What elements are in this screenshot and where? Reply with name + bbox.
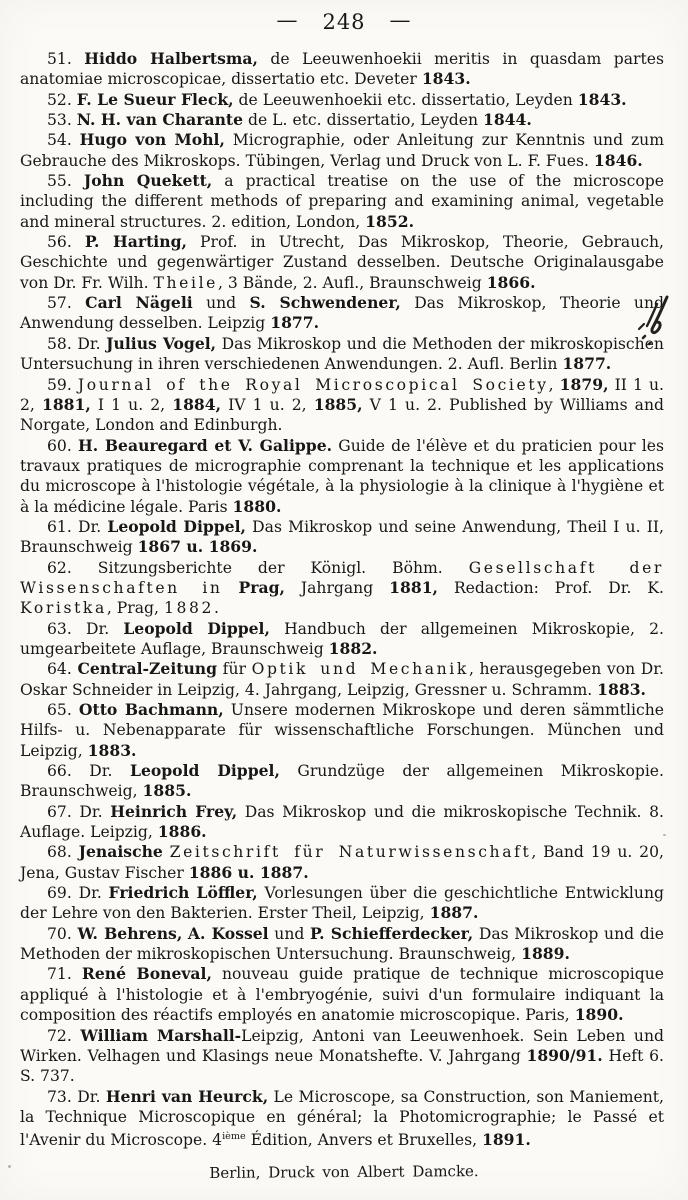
entry-text-segment: 1880.: [232, 496, 282, 516]
entry-text-segment: Zeitschrift für Naturwissenschaft: [169, 843, 532, 862]
entry-text-segment: Theile: [153, 273, 218, 292]
entry-text-segment: 66. Dr.: [47, 762, 130, 781]
entry-text-segment: 71.: [47, 965, 82, 984]
entry-text-segment: Julius Vogel,: [106, 333, 217, 353]
entry-text-segment: 1886.: [157, 822, 207, 842]
entry-text-segment: und: [268, 924, 311, 943]
entry-text-segment: 1885,: [313, 394, 363, 414]
bibliography-entry: [20, 619, 664, 660]
entry-text-segment: de Leeuwenhoekii etc. dissertatio, Leyden: [233, 90, 578, 109]
entry-text-segment: , Prag,: [106, 599, 164, 618]
entry-text-segment: 56.: [47, 233, 85, 252]
entry-text-segment: 1890.: [574, 1005, 624, 1025]
entry-text-segment: Prag,: [238, 577, 285, 597]
entry-text-segment: V 1 u. 2. Published by Williams and Norgate, London and Edinburgh.: [20, 395, 664, 435]
bibliography-entry: [20, 49, 664, 90]
entry-text-segment: , herausgegeben von Dr. Oskar Schneider in Leipzig, 4. Jahrgang, Leipzig, Gressner u. Schramm.: [20, 660, 664, 699]
entry-text-segment: Otto Bachmann,: [78, 700, 224, 719]
bibliography-entry: [20, 700, 664, 761]
entry-text-segment: Jenaische: [78, 842, 163, 862]
entry-text-segment: Das Mikroskop und die mikroskopische Technik. 8. Auflage. Leipzig,: [20, 802, 664, 842]
bibliography-entry: [20, 171, 664, 232]
entry-text-segment: 59.: [47, 375, 78, 394]
entry-text-segment: 1866.: [486, 272, 536, 292]
entry-text-segment: Leopold Dippel,: [123, 618, 270, 638]
entry-text-segment: 63. Dr.: [47, 619, 124, 638]
bibliography-entry: [20, 293, 664, 334]
entry-text-segment: 51.: [47, 50, 85, 68]
entry-text-segment: und: [192, 294, 250, 313]
entry-text-segment: Handbuch der allgemeinen Mikroskopie, 2. umgearbeitete Auflage, Braunschweig: [20, 619, 664, 658]
entry-text-segment: Leopold Dippel,: [107, 516, 246, 536]
entry-text-segment: ième: [222, 1131, 246, 1143]
entry-text-segment: 1889.: [521, 944, 570, 964]
entry-text-segment: Das Mikroskop und die Methoden der mikroskopischen Untersuchung. Braunschweig,: [20, 924, 664, 964]
entry-text-segment: 1882.: [328, 638, 378, 658]
entry-text-segment: 1877.: [562, 354, 612, 374]
entry-text-segment: a practical treatise on the use of the microscope including the different methods of preparing and examining animal, vegetable and mineral structures. 2. edition, London,: [20, 172, 664, 231]
entry-text-segment: 73. Dr.: [47, 1087, 106, 1106]
entry-text-segment: [223, 579, 239, 597]
entry-text-segment: Carl Nägeli: [85, 293, 193, 313]
entry-text-segment: William Marshall-: [80, 1025, 242, 1045]
header-dash-right: —: [389, 8, 412, 32]
entry-text-segment: de L. etc. dissertatio, Leyden: [243, 111, 483, 130]
entry-text-segment: P. Harting,: [84, 232, 187, 252]
entry-text-segment: , Band 19 u. 20, Jena, Gustav Fischer: [20, 843, 664, 882]
entry-text-segment: W. Behrens,: [77, 923, 183, 943]
entry-text-segment: 1852.: [365, 211, 415, 231]
bibliography-entry: [20, 517, 664, 558]
entry-text-segment: 1844.: [482, 110, 532, 130]
entry-text-segment: Central-Zeitung: [77, 659, 218, 679]
bibliography-entry: [20, 761, 664, 802]
entry-text-segment: IV 1 u. 2,: [221, 395, 314, 414]
entry-text-segment: Hugo von Mohl,: [79, 130, 225, 150]
entry-text-segment: 1881,: [389, 577, 438, 597]
entry-text-segment: Optik und Mechanik: [251, 660, 469, 679]
entry-text-segment: 1881,: [41, 394, 91, 414]
entry-text-segment: 1877.: [270, 313, 320, 333]
entry-text-segment: 64.: [47, 660, 78, 679]
imprint-footer: Berlin, Druck von Albert Damcke.: [209, 1162, 479, 1182]
bibliography-entry: [20, 375, 664, 436]
entry-text-segment: 69. Dr.: [47, 884, 109, 903]
entry-text-segment: Das Mikroskop und die Methoden der mikroskopischen Untersuchung in ihren verschiedenen Anwendungen. 2. Aufl. Berlin: [20, 334, 664, 374]
bibliography-entry: [20, 558, 664, 619]
bibliography-entry: [20, 1087, 664, 1151]
bibliography-entry: [20, 883, 664, 924]
entry-text-segment: Micrographie, oder Anleitung zur Kenntnis und zum Gebrauche des Mikroskops. Tübingen, Verlag und Druck von L. F. Fues.: [20, 131, 664, 170]
entry-text-segment: 58. Dr.: [47, 334, 107, 353]
entry-text-segment: de Leeuwenhoekii meritis in quasdam partes anatomiae microscopicae, dissertatio etc. Deveter: [20, 50, 664, 89]
entry-text-segment: 1843.: [577, 89, 627, 109]
entry-text-segment: Guide de l'élève et du praticien pour les travaux pratiques de micrographie comprenant la technique et les applications du microscope à l'histologie végétale, à la physiologie à la clinique à l'hygiène et à la médicine légale. Paris: [20, 436, 664, 516]
bibliography-entry: [20, 1026, 664, 1087]
entry-text-segment: S. Schwendener,: [249, 293, 401, 313]
entry-text-segment: John Quekett,: [83, 171, 213, 191]
entry-text-segment: Leipzig, Antoni van Leeuwenhoek. Sein Leben und Wirken. Velhagen und Klasings neue Monatshefte. V. Jahrgang: [20, 1026, 664, 1065]
entry-text-segment: Jahrgang: [284, 578, 390, 597]
entry-text-segment: Gesellschaft der Wissenschaften in: [20, 558, 664, 597]
entry-text-segment: 53.: [47, 111, 77, 130]
bibliography-entry: [20, 659, 664, 700]
bibliography-entry: [20, 802, 664, 843]
entry-text-segment: 1883.: [87, 740, 137, 760]
entry-text-segment: , 3 Bände, 2. Aufl., Braunschweig: [218, 273, 487, 292]
bibliography-entry: [20, 110, 664, 130]
entry-text-segment: Leopold Dippel,: [129, 761, 280, 781]
bibliography-list: [20, 49, 664, 1151]
entry-text-segment: 1886 u. 1887.: [188, 862, 309, 882]
entry-text-segment: Heft 6. S. 737.: [20, 1046, 664, 1086]
entry-text-segment: nouveau guide pratique de technique microscopique appliqué à l'histologie et à l'embryogénie, suivi d'un formulaire indiquant la composition des réactifs employés en anatomie microscopique. Paris,: [20, 965, 664, 1025]
entry-text-segment: Koristka: [20, 599, 107, 618]
entry-text-segment: Unsere modernen Mikroskope und deren sämmtliche Hilfs- u. Nebenapparate für wissenschaftliche Forschungen. München und Leipzig,: [20, 701, 664, 760]
entry-text-segment: 1891.: [481, 1130, 531, 1150]
entry-text-segment: Édition, Anvers et Bruxelles,: [245, 1131, 482, 1150]
bibliography-entry: [20, 924, 664, 965]
page-number: 248: [322, 10, 366, 34]
entry-text-segment: Vorlesungen über die geschichtliche Entwicklung der Lehre von den Bakterien. Erster Theil, Leipzig,: [20, 884, 664, 923]
entry-text-segment: 72.: [47, 1026, 81, 1045]
bibliography-entry: [20, 842, 664, 883]
entry-text-segment: P. Schiefferdecker,: [310, 923, 474, 943]
entry-text-segment: für: [217, 660, 252, 679]
page-header: [0, 10, 688, 34]
entry-text-segment: 62. Sitzungsberichte der Königl. Böhm.: [47, 558, 469, 577]
entry-text-segment: 1882.: [163, 599, 222, 618]
entry-text-segment: 1843.: [421, 69, 471, 89]
entry-text-segment: 55.: [47, 172, 84, 191]
bibliography-entry: [20, 130, 664, 171]
entry-text-segment: 57.: [47, 294, 86, 313]
entry-text-segment: 1879,: [559, 374, 609, 394]
entry-text-segment: 68.: [47, 843, 79, 862]
entry-text-segment: 65.: [47, 701, 79, 719]
entry-text-segment: N. H. van Charante: [76, 110, 244, 130]
entry-text-segment: F. Le Sueur Fleck,: [76, 89, 234, 109]
entry-text-segment: 67. Dr.: [47, 802, 111, 821]
bibliography-entry: [20, 90, 664, 110]
entry-text-segment: René Boneval,: [81, 964, 212, 984]
entry-text-segment: I 1 u. 2,: [90, 395, 173, 414]
entry-text-segment: H. Beauregard et V. Galippe.: [78, 435, 333, 455]
entry-text-segment: Henri van Heurck,: [105, 1086, 269, 1106]
scan-speck: [648, 441, 651, 444]
entry-text-segment: 1885.: [142, 781, 192, 801]
handwritten-ink-mark: [630, 294, 674, 356]
header-dash-left: —: [276, 8, 299, 32]
entry-text-segment: Journal of the Royal Microscopical Society: [77, 375, 549, 394]
entry-text-segment: Grundzüge der allgemeinen Mikroskopie. Braunschweig,: [20, 762, 664, 801]
entry-text-segment: 70.: [47, 924, 78, 943]
entry-text-segment: 1867 u. 1869.: [137, 537, 258, 557]
entry-text-segment: 1884,: [172, 394, 222, 414]
entry-text-segment: 1887.: [429, 903, 479, 923]
entry-text-segment: Heinrich Frey,: [110, 801, 238, 821]
entry-text-segment: 61. Dr.: [47, 517, 108, 536]
bibliography-entry: [20, 232, 664, 293]
entry-text-segment: 1890/91.: [526, 1045, 603, 1065]
entry-text-segment: II 1 u. 2,: [20, 375, 664, 414]
entry-text-segment: 60.: [47, 436, 79, 455]
entry-text-segment: 1883.: [597, 679, 646, 699]
entry-text-segment: 52.: [47, 90, 77, 109]
entry-text-segment: Das Mikroskop, Theorie und Anwendung desselben. Leipzig: [20, 294, 664, 333]
entry-text-segment: Das Mikroskop und seine Anwendung, Theil I u. II, Braunschweig: [20, 517, 665, 557]
bibliography-entry: [20, 964, 664, 1025]
entry-text-segment: Le Microscope, sa Construction, son Maniement, la Technique Microscopique en général; la Photomicrographie; le Passé et l'Avenir du Microscope. 4: [20, 1087, 664, 1150]
bibliography-entry: [20, 436, 664, 517]
entry-text-segment: Friedrich Löffler,: [108, 883, 258, 903]
entry-text-segment: Redaction: Prof. Dr. K.: [438, 578, 664, 597]
entry-text-segment: 1846.: [593, 150, 643, 170]
bibliography-entry: [20, 334, 664, 375]
entry-text-segment: Hiddo Halbertsma,: [84, 49, 258, 68]
entry-text-segment: A. Kossel: [187, 923, 269, 943]
scan-speck: [663, 834, 666, 836]
entry-text-segment: ,: [548, 375, 560, 394]
entry-text-segment: Prof. in Utrecht, Das Mikroskop, Theorie, Gebrauch, Geschichte und gegenwärtiger Zustand desselben. Deutsche Originalausgabe von Dr. Fr. Wilh.: [20, 233, 664, 292]
entry-text-segment: [163, 843, 170, 861]
entry-text-segment: 54.: [47, 131, 80, 150]
